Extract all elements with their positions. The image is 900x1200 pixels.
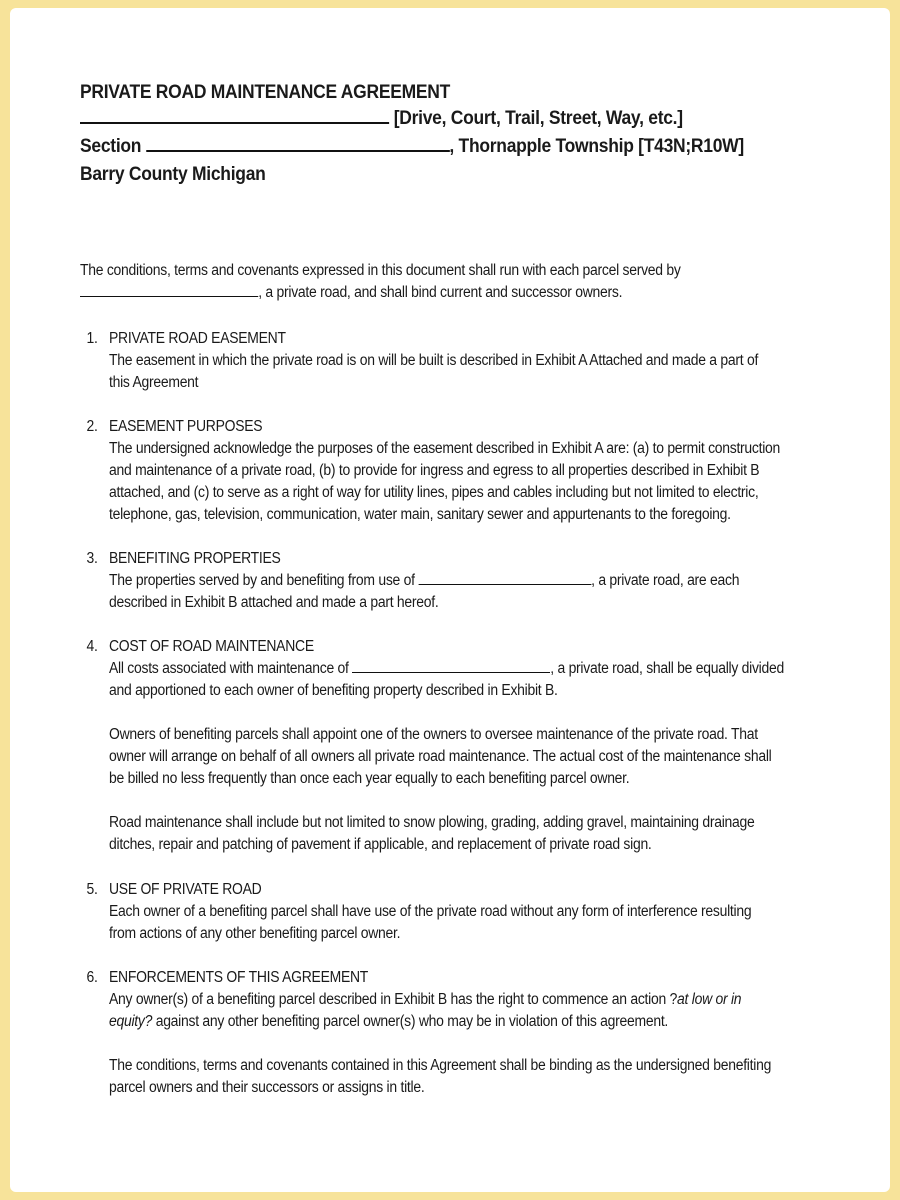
section-6-line — [109, 1011, 771, 1033]
intro-line-1: The conditions, terms and covenants expressed in this document shall run with each parcel served by — [80, 262, 681, 279]
intro-line-2-text: , a private road, and shall bind current and successor owners. — [258, 284, 623, 301]
township-label: , Thornapple Township [T43N;R10W] — [449, 136, 744, 157]
road-name-blank[interactable] — [80, 108, 389, 124]
section-2-line: The undersigned acknowledge the purposes of the easement described in Exhibit A are: (a) to permit construction — [109, 440, 781, 457]
section-4-para-2-line: owner will arrange on behalf of all owners all private road maintenance. The actual cost of the maintenance shall — [109, 748, 772, 765]
section-6-para-2-line: The conditions, terms and covenants contained in this Agreement shall be binding as the undersigned benefiting — [109, 1057, 772, 1074]
section-6-line-text: Any owner(s) of a benefiting parcel described in Exhibit B has the right to commence an action ? — [109, 991, 678, 1008]
section-2-heading: EASEMENT PURPOSES — [109, 418, 263, 435]
section-6-italic-text: at low or in — [677, 991, 742, 1008]
section-3-line-text: The properties served by and benefiting from use of — [109, 572, 419, 589]
section-6-italic-text: equity? — [109, 1013, 153, 1030]
section-6-heading: ENFORCEMENTS OF THIS AGREEMENT — [109, 969, 369, 986]
section-2-line: attached, and (c) to serve as a right of way for utility lines, pipes and cables including but not limited to electric, — [109, 484, 759, 501]
intro-road-blank[interactable] — [80, 283, 258, 297]
road-type-hint: [Drive, Court, Trail, Street, Way, etc.] — [389, 108, 683, 129]
section-3-road-blank[interactable] — [418, 571, 591, 585]
section-2-line: telephone, gas, television, communication, water main, sanitary sewer and appurtenants to the foregoing. — [109, 506, 731, 523]
section-5 — [86, 879, 752, 945]
section-6-para-2-line: parcel owners and their successors or assigns in title. — [109, 1079, 425, 1096]
section-5-line: from actions of any other benefiting parcel owner. — [109, 925, 401, 942]
section-1-line: this Agreement — [109, 374, 199, 391]
intro-line-2 — [80, 282, 681, 304]
section-4-number: 4. — [86, 638, 98, 655]
county-line: Barry County Michigan — [80, 164, 266, 185]
section-4-road-blank[interactable] — [352, 659, 550, 673]
section-4-heading: COST OF ROAD MAINTENANCE — [109, 638, 314, 655]
section-3-line-text: , a private road, are each — [591, 572, 740, 589]
section-1 — [86, 328, 759, 394]
section-4-para-2-line: be billed no less frequently than once each year equally to each benefiting parcel owner. — [109, 770, 630, 787]
section-3-line: described in Exhibit B attached and made a part hereof. — [109, 594, 439, 611]
road-name-line — [80, 108, 770, 132]
section-4-para-3-line: ditches, repair and patching of pavement if applicable, and replacement of private road sign. — [109, 836, 652, 853]
section-4-line — [109, 658, 784, 680]
section-3-line — [109, 570, 739, 592]
section-4-line: and apportioned to each owner of benefiting property described in Exhibit B. — [109, 682, 558, 699]
section-4-line-text: All costs associated with maintenance of — [109, 660, 353, 677]
section-5-number: 5. — [86, 881, 98, 898]
section-4 — [86, 636, 784, 856]
section-3-heading: BENEFITING PROPERTIES — [109, 550, 281, 567]
section-5-heading: USE OF PRIVATE ROAD — [109, 881, 262, 898]
document-page — [10, 8, 890, 1192]
section-3 — [86, 548, 740, 614]
section-label: Section — [80, 136, 146, 157]
section-blank[interactable] — [146, 136, 450, 152]
section-6-line — [109, 989, 771, 1011]
section-3-number: 3. — [86, 550, 98, 567]
section-6-number: 6. — [86, 969, 98, 986]
section-4-line-text: , a private road, shall be equally divided — [550, 660, 784, 677]
section-1-heading: PRIVATE ROAD EASEMENT — [109, 330, 286, 347]
intro-paragraph — [80, 260, 681, 304]
section-6-line-text: against any other benefiting parcel owner(s) who may be in violation of this agreement. — [152, 1013, 669, 1030]
section-2-number: 2. — [86, 418, 98, 435]
document-title: PRIVATE ROAD MAINTENANCE AGREEMENT — [80, 82, 451, 103]
section-6 — [86, 967, 772, 1099]
section-5-line: Each owner of a benefiting parcel shall have use of the private road without any form of interference resulting — [109, 903, 752, 920]
section-1-number: 1. — [86, 330, 98, 347]
section-2 — [86, 416, 781, 526]
section-2-line: and maintenance of a private road, (b) to provide for ingress and egress to all properties described in Exhibit B — [109, 462, 760, 479]
section-4-para-3-line: Road maintenance shall include but not limited to snow plowing, grading, adding gravel, maintaining drainage — [109, 814, 755, 831]
section-line — [80, 136, 770, 160]
section-1-line: The easement in which the private road is on will be built is described in Exhibit A Attached and made a part of — [109, 352, 759, 369]
section-4-para-2-line: Owners of benefiting parcels shall appoint one of the owners to oversee maintenance of the private road. That — [109, 726, 758, 743]
document-content — [80, 82, 830, 1096]
